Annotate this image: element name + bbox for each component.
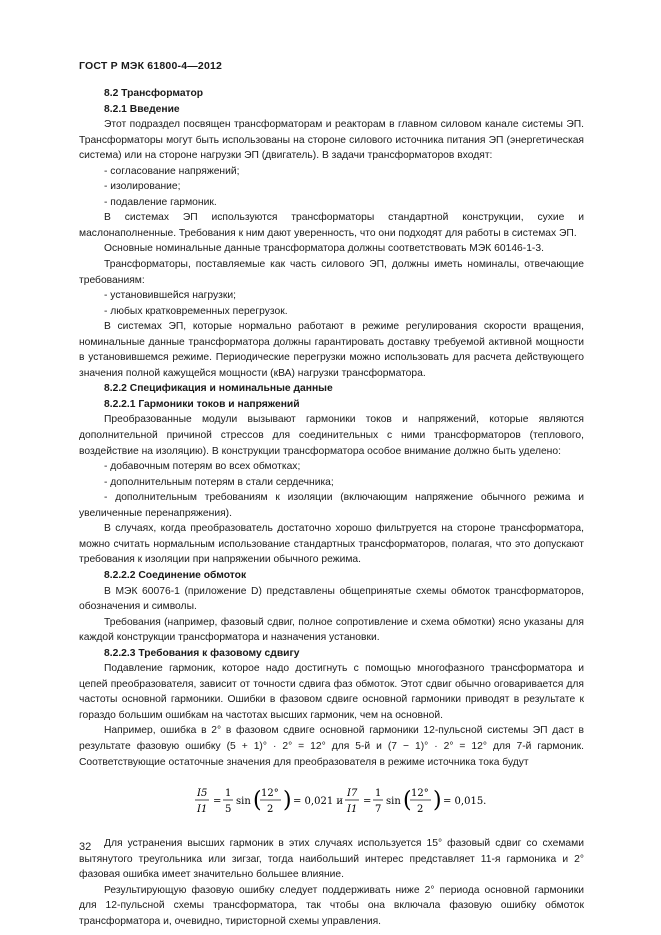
paragraph: Преобразованные модули вызывают гармоники токов и напряжений, которые являются дополнительной причиной стрессов для соединительных с ними трансформаторов (теплового, воздействие на изоляцию). В конструкции трансформатора особое внимание должно быть уделено: [79,414,584,457]
svg-text:sin: sin [386,796,401,808]
formula-f1-coef-num: 1 [225,788,232,800]
list-item: - изолирование; [104,181,181,193]
paragraph: В случаях, когда преобразователь достаточно хорошо фильтруется на стороне трансформатора, можно считать нормальным использование стандартных трансформаторов, полагая, что это допускают требования к изоляции при напряжении обычного режима. [79,523,584,566]
list-item: - согласование напряжений; [104,165,240,177]
formula-f2-den: I1 [347,804,358,816]
formula-sin: sin [236,796,251,808]
document-header: ГОСТ Р МЭК 61800-4—2012 [79,60,223,72]
page-number: 32 [79,841,92,853]
section-heading-8-2-2-3: 8.2.2.3 Требования к фазовому сдвигу [104,647,300,659]
paragraph: Например, ошибка в 2° в фазовом сдвиге основной гармоники 12-пульсной системы ЭП даст в результате фазовую ошибку (5 + 1)° · 2° = 12° для 5-й и (7 − 1)° · 2° = 12° для 7-й гармоник. Соответствующие остаточные значения для преобразователя в режиме источника тока будут [79,725,584,768]
formula-f1-num: I5 [197,788,208,800]
list-item: - дополнительным потерям в стали сердечника; [104,476,334,488]
list-item: - дополнительным требованиям к изоляции (включающим напряжение обычного режима и увеличенные перенапряжения). [79,492,584,519]
list-item: - любых кратковременных перегрузок. [104,305,288,317]
svg-text:): ) [433,788,442,814]
svg-text:(: ( [403,788,412,814]
paragraph: В системах ЭП, которые нормально работают в режиме регулирования скорости вращения, номинальные данные трансформатора должны гарантировать доставку требуемой активной мощности в установившемся режиме. Периодические перегрузки можно использовать для расчета действующего значения полной кажущейся мощности (кВА) нагрузки трансформатора. [79,321,584,379]
paragraph: Подавление гармоник, которое надо достигнуть с помощью многофазного трансформатора и цепей преобразователя, зависит от точности сдвига фаз обмоток. Этот сдвиг обычно оговаривается для частоты основной гармоники. Ошибки в фазовом сдвиге основной гармоники приводят в результате к гораздо большим ошибкам на частотах высших гармоник, чем на основной. [79,663,584,721]
paragraph: В системах ЭП используются трансформаторы стандартной конструкции, сухие и маслонаполненные. Требования к ним дают уверенность, что они подходят для работы в системах ЭП. [79,212,584,239]
svg-text:12°: 12° [411,788,429,800]
section-heading-8-2-2: 8.2.2 Спецификация и номинальные данные [104,383,333,395]
paragraph: Этот подраздел посвящен трансформаторам и реакторам в главном силовом канале системы ЭП. Трансформаторы могут быть использованы на стороне силового источника питания ЭП (энергетическая система) или на стороне нагрузки ЭП (двигатель). В задачи трансформаторов входят: [79,119,584,162]
formula-f1-den: I1 [197,804,208,816]
formula-angle-num: 12° [261,788,279,800]
formula-f1-coef-den: 5 [225,804,232,816]
formula-f2-coef-num: 1 [375,788,382,800]
section-heading-8-2: 8.2 Трансформатор [104,88,204,99]
section-heading-8-2-2-2: 8.2.2.2 Соединение обмоток [104,569,247,581]
svg-text:2: 2 [417,804,424,816]
svg-text:=: = [363,796,372,808]
formula-svg [195,776,495,826]
harmonic-formula [79,776,584,826]
formula-angle-den: 2 [267,804,274,816]
formula-f2-num: I7 [347,788,358,800]
svg-text:=: = [213,796,222,808]
paragraph: Результирующую фазовую ошибку следует поддерживать ниже 2° периода основной гармоники для 12-пульсной схемы трансформатора, так чтобы она включала фазовую ошибку обмоток трансформатора и, очевидно, тиристорной схемы управления. [79,884,584,927]
section-heading-8-2-2-1: 8.2.2.1 Гармоники токов и напряжений [104,398,300,410]
list-item: - установившейся нагрузки; [104,290,236,302]
paragraph: В МЭК 60076-1 (приложение D) представлены общепринятые схемы обмоток трансформаторов, обозначения и символы. [79,585,584,613]
formula-f2-result: = 0,015. [443,796,487,808]
svg-text:): ) [283,788,292,814]
paragraph: Для устранения высших гармоник в этих случаях используется 15° фазовый сдвиг со схемами вытянутого треугольника или зигзаг, тогда наибольший интерес представляет 11-я гармоника и 2° фазовая ошибка имеет значительно большее влияние. [79,838,584,881]
paragraph: Требования (например, фазовый сдвиг, полное сопротивление и схема обмотки) ясно указаны для каждой конструкции трансформатора и назначения установки. [79,616,584,644]
formula-f1-result: = 0,021 и [293,796,344,808]
list-item: - подавление гармоник. [104,196,217,208]
list-item: - добавочным потерям во всех обмотках; [104,461,301,473]
paragraph: Основные номинальные данные трансформатора должны соответствовать МЭК 60146-1-3. [104,243,544,255]
section-heading-8-2-1: 8.2.1 Введение [104,103,180,115]
document-body [79,86,584,929]
svg-text:(: ( [253,788,262,814]
paragraph: Трансформаторы, поставляемые как часть силового ЭП, должны иметь номиналы, отвечающие требованиям: [79,259,584,286]
formula-f2-coef-den: 7 [375,804,382,816]
